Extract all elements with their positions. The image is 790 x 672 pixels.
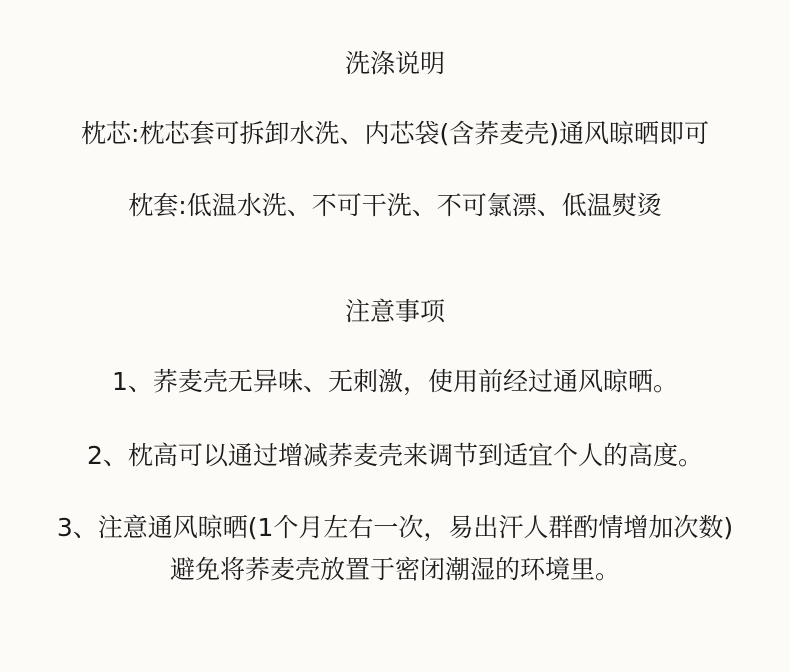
note-item-1: 1、荞麦壳无异味、无刺激，使用前经过通风晾晒。 bbox=[112, 367, 678, 396]
note-item-3: 3、注意通风晾晒(1个月左右一次，易出汗人群酌情增加次数) bbox=[56, 513, 734, 542]
notes-title: 注意事项 bbox=[344, 297, 445, 326]
pillow-case-instructions: 枕套:低温水洗、不可干洗、不可氯漂、低温熨烫 bbox=[128, 191, 662, 220]
washing-title: 洗涤说明 bbox=[344, 49, 445, 78]
pillow-core-instructions: 枕芯:枕芯套可拆卸水洗、内芯袋(含荞麦壳)通风晾晒即可 bbox=[81, 119, 709, 148]
note-item-2: 2、枕高可以通过增减荞麦壳来调节到适宜个人的高度。 bbox=[87, 441, 703, 470]
note-item-3-continuation: 避免将荞麦壳放置于密闭潮湿的环境里。 bbox=[169, 555, 620, 584]
